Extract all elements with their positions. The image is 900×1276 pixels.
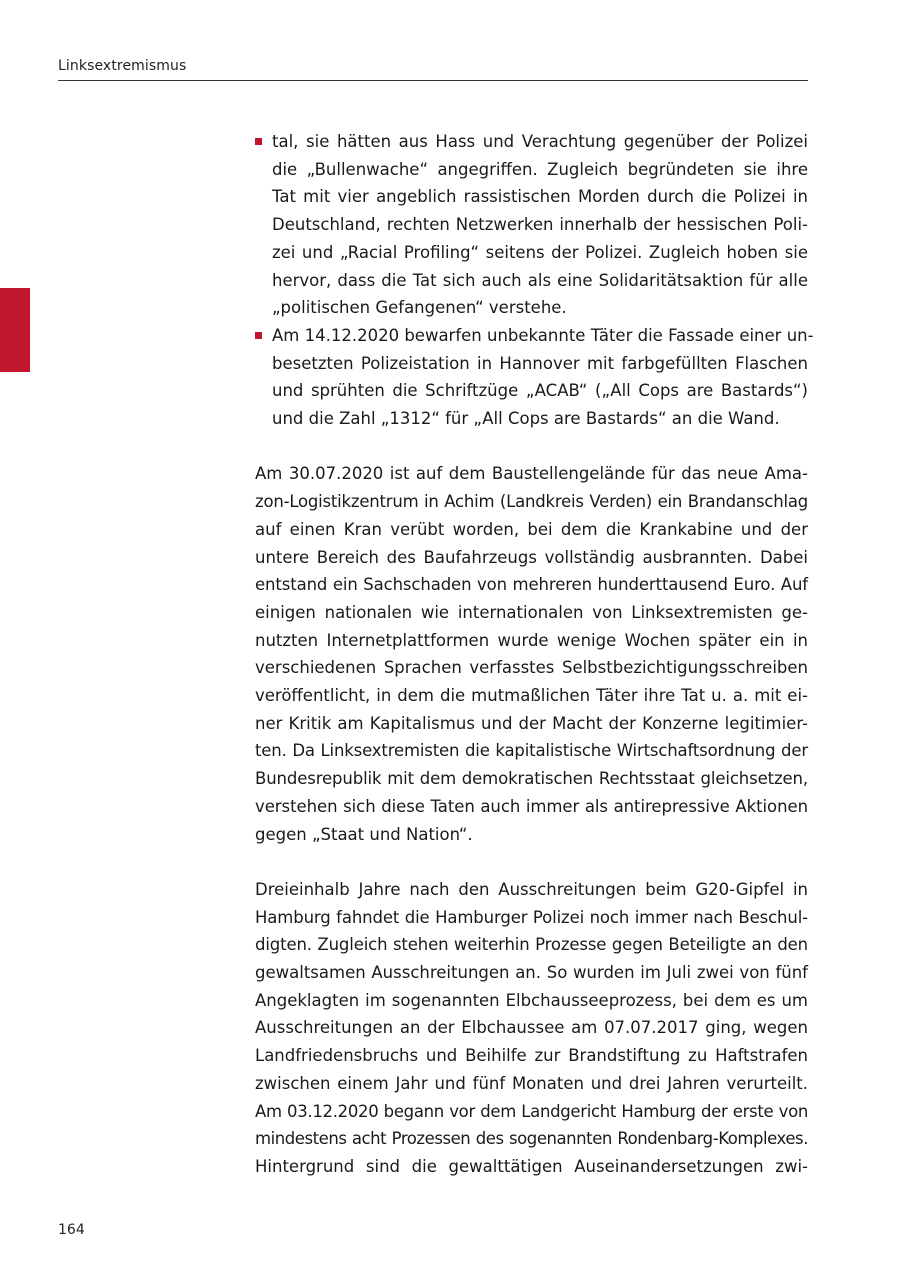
chapter-marker-tab	[0, 288, 30, 372]
text-line: Bundesrepublik mit dem demokratischen Rechtsstaat gleichsetzen,	[255, 769, 808, 789]
text-line: zwischen einem Jahr und fünf Monaten und drei Jahren verurteilt.	[255, 1073, 808, 1093]
text-line: einigen nationalen wie internationalen von Linksextremisten ge-	[255, 602, 808, 622]
text-line: Dreieinhalb Jahre nach den Ausschreitungen beim G20-Gipfel in	[255, 879, 808, 899]
text-line: Tat mit vier angeblich rassistischen Morden durch die Polizei in	[272, 187, 808, 207]
text-line: gewaltsamen Ausschreitungen an. So wurden im Juli zwei von fünf	[255, 963, 808, 983]
text-line: ten. Da Linksextremisten die kapitalistische Wirtschaftsordnung der	[255, 741, 808, 761]
text-line: zon-Logistikzentrum in Achim (Landkreis Verden) ein Brandanschlag	[255, 492, 808, 512]
bullet-list	[255, 128, 814, 433]
text-line: entstand ein Sachschaden von mehreren hunderttausend Euro. Auf	[255, 575, 808, 595]
text-line: und sprühten die Schriftzüge „ACAB“ („All Cops are Bastards“)	[272, 381, 808, 401]
running-head-title: Linksextremismus	[58, 58, 187, 74]
text-line: die „Bullenwache“ angegriffen. Zugleich begründeten sie ihre	[272, 159, 808, 179]
bullet-square-icon	[255, 332, 262, 339]
text-line: Hintergrund sind die gewalttätigen Auseinandersetzungen zwi-	[255, 1156, 808, 1176]
text-line: „politischen Gefangenen“ verstehe.	[272, 298, 567, 318]
text-line: untere Bereich des Baufahrzeugs vollständig ausbrannten. Dabei	[255, 547, 808, 567]
bullet-item	[255, 322, 814, 433]
text-line: nutzten Internetplattformen wurde wenige Wochen später ein in	[255, 630, 808, 650]
text-line: digten. Zugleich stehen weiterhin Prozesse gegen Beteiligte an den	[255, 935, 808, 955]
text-line: besetzten Polizeistation in Hannover mit farbgefüllten Flaschen	[272, 353, 808, 373]
body-text	[255, 128, 814, 1181]
text-line: Deutschland, rechten Netzwerken innerhalb der hessischen Poli-	[272, 215, 808, 235]
text-line: und die Zahl „1312“ für „All Cops are Bastards“ an die Wand.	[272, 409, 780, 429]
text-line: Angeklagten im sogenannten Elbchausseeprozess, bei dem es um	[255, 990, 808, 1010]
bullet-square-icon	[255, 138, 262, 145]
text-line: ner Kritik am Kapitalismus und der Macht der Konzerne legitimier-	[255, 713, 808, 733]
text-line: Landfriedensbruchs und Beihilfe zur Brandstiftung zu Haftstrafen	[255, 1046, 808, 1066]
text-line: gegen „Staat und Nation“.	[255, 824, 473, 844]
bullet-item	[255, 128, 808, 322]
text-line: Am 30.07.2020 ist auf dem Baustellengelände für das neue Ama-	[255, 464, 808, 484]
text-line: Am 03.12.2020 begann vor dem Landgericht Hamburg der erste von	[255, 1101, 808, 1121]
text-line: mindestens acht Prozessen des sogenannten Rondenbarg-Komplexes.	[255, 1129, 808, 1149]
text-line: verschiedenen Sprachen verfasstes Selbstbezichtigungsschreiben	[255, 658, 808, 678]
paragraph-g20	[255, 876, 808, 1181]
page-number: 164	[58, 1222, 85, 1238]
text-line: tal, sie hätten aus Hass und Verachtung gegenüber der Polizei	[272, 132, 808, 151]
text-line: zei und „Racial Profiling“ seitens der Polizei. Zugleich hoben sie	[272, 242, 808, 262]
text-line: hervor, dass die Tat sich auch als eine Solidaritätsaktion für alle	[272, 270, 808, 290]
text-line: veröffentlicht, in dem die mutmaßlichen Täter ihre Tat u. a. mit ei-	[255, 686, 808, 706]
text-line: verstehen sich diese Taten auch immer als antirepressive Aktionen	[255, 796, 808, 816]
text-line: Hamburg fahndet die Hamburger Polizei noch immer nach Beschul-	[255, 907, 808, 927]
text-line: Ausschreitungen an der Elbchaussee am 07.07.2017 ging, wegen	[255, 1018, 808, 1038]
text-line: auf einen Kran verübt worden, bei dem die Krankabine und der	[255, 519, 808, 539]
text-line: Am 14.12.2020 bewarfen unbekannte Täter die Fassade einer un-	[272, 325, 814, 345]
paragraph-brandanschlag	[255, 460, 808, 848]
header-rule	[58, 80, 808, 81]
